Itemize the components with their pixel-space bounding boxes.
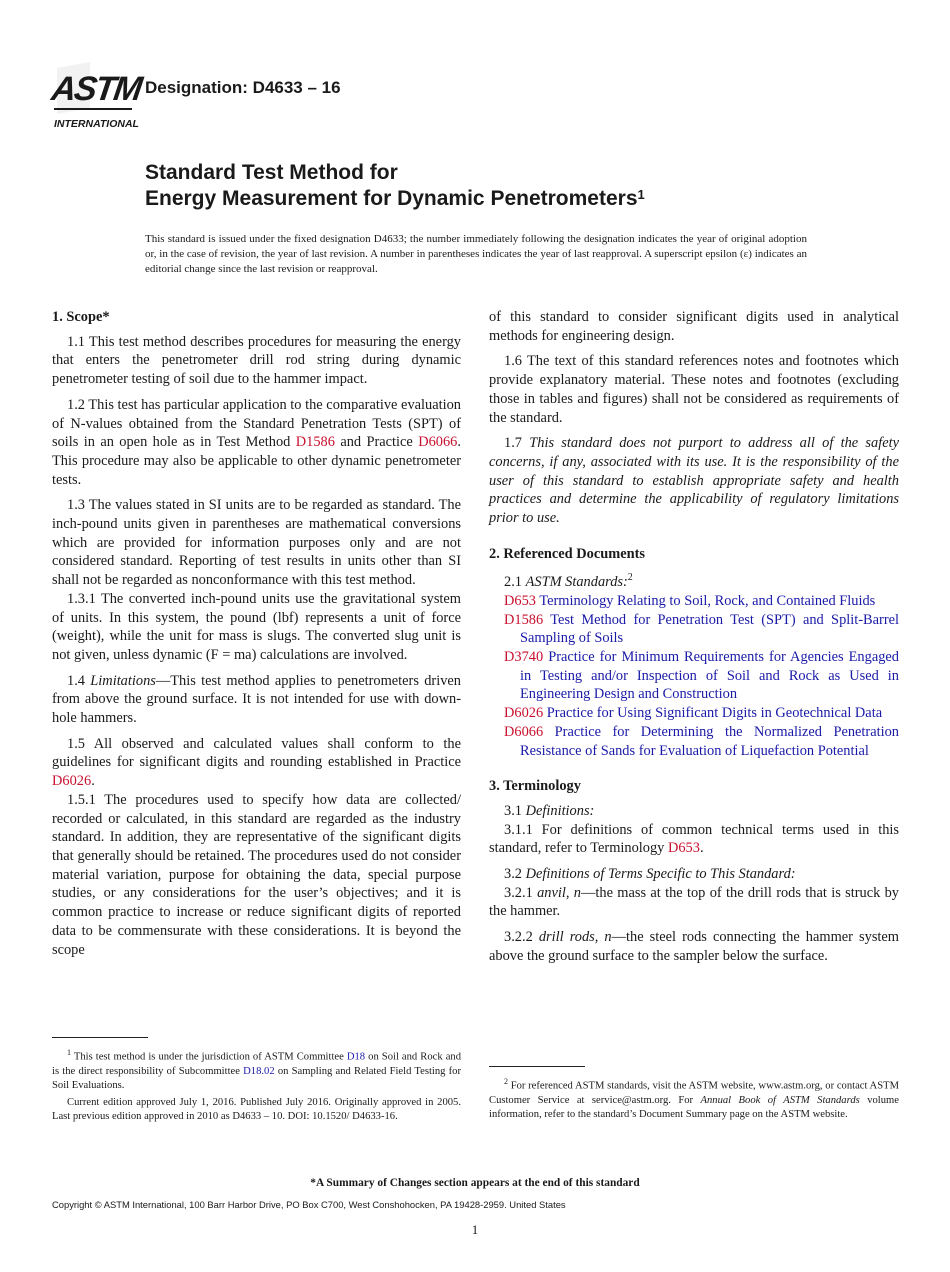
para-1-4-text: —This test method applies to penetrometers driven from above the ground surface. It is not intended for use with down-hole hammers.: [52, 672, 461, 727]
right-column: [489, 308, 899, 973]
ref-title[interactable]: Test Method for Penetration Test (SPT) and Split-Barrel Sampling of Soils: [520, 611, 900, 647]
para-1-4: [52, 672, 461, 728]
para-1-6: 1.6 The text of this standard references notes and footnotes which provide explanatory material. These notes and footnotes (excluding those in tables and figures) shall not be considered as requirements of the standard.: [489, 353, 899, 426]
ref-title[interactable]: Practice for Minimum Requirements for Agencies Engaged in Testing and/or Inspection of Soil and Rock as Used in Engineering Design and Construction: [520, 649, 899, 703]
ref-item[interactable]: [489, 723, 899, 760]
para-1-5-1: 1.5.1 The procedures used to specify how data are collected/ recorded or calculated, in this standard are regarded as the industry standard. In addition, they are representative of the significant digits that generally should be retained. The procedures used do not consider material variation, purpose for obtaining the data, special purpose studies, or any considerations for the user’s objectives; and it is common practice to increase or reduce significant digits of reported data to be commensurate with these considerations. It is beyond the scope: [52, 791, 461, 958]
title-footnote-mark: 1: [637, 187, 645, 202]
ref-item[interactable]: [489, 704, 899, 723]
para-1-5-1-cont: of this standard to consider significant digits used in analytical methods for engineering design.: [489, 309, 899, 344]
para-3-2-2-term: drill rods, n: [538, 929, 612, 946]
para-3-1-1-end: .: [699, 840, 704, 857]
ref-code[interactable]: D6026: [504, 705, 544, 722]
para-3-1-1: [489, 821, 899, 858]
para-1-7-text: This standard does not purport to address all of the safety concerns, if any, associated with its use. It is the responsibility of the user of this standard to establish appropriate safety and health practices and determine the applicability of regulatory limitations prior to use.: [489, 435, 899, 527]
footnote-2-mark: 2: [504, 1077, 508, 1086]
copyright: Copyright © ASTM International, 100 Barr Harbor Drive, PO Box C700, West Conshohocken, PA 19428-2959. United States: [52, 1199, 566, 1210]
section-heading-referenced: 2. Referenced Documents: [489, 545, 645, 562]
footnote-1-edition: Current edition approved July 1, 2016. Published July 2016. Originally approved in 2005. Last previous edition approved in 2010 as D4633 – 10. DOI: 10.1520/ D4633-16.: [52, 1096, 461, 1122]
footnote-2: [489, 1075, 899, 1125]
para-3-2-1-term: anvil, n: [537, 884, 581, 901]
para-1-2-text: 1.2 This test has particular application to the comparative evaluation of N-values obtained from the Standard Penetration Tests (SPT) of soils in an open hole as in Test Method: [52, 396, 461, 451]
para-3-1-1-text: 3.1.1 For definitions of common technical terms used in this standard, refer to Terminology: [489, 821, 899, 857]
para-1-5-end: .: [91, 773, 95, 790]
referenced-documents-list: [489, 592, 899, 760]
para-2-1: [489, 569, 899, 592]
para-3-1-num: 3.1: [504, 802, 526, 819]
link-d6026[interactable]: D6026: [52, 773, 92, 790]
footnote-1-part-a: This test method is under the jurisdiction of ASTM Committee: [71, 1051, 347, 1063]
left-column: [52, 308, 461, 959]
para-3-1-term: Definitions:: [525, 802, 595, 819]
para-2-1-footnote: 2: [627, 572, 633, 584]
para-1-4-num: 1.4: [67, 672, 91, 689]
para-1-2-text-c: . This procedure may also be applicable to other dynamic penetrometer tests.: [52, 434, 461, 488]
ref-title[interactable]: Practice for Using Significant Digits in Geotechnical Data: [546, 705, 883, 722]
astm-logo: [49, 60, 143, 132]
para-3-2: [489, 865, 899, 884]
footnote-1-part-c: on Sampling and Related Field Testing for Soil Evaluations.: [52, 1065, 461, 1091]
footnote-divider-left: [52, 1037, 148, 1038]
logo-letters: ASTM: [49, 70, 143, 108]
ref-code[interactable]: D3740: [504, 649, 544, 666]
link-d18[interactable]: D18: [346, 1051, 366, 1063]
section-heading-terminology: 3. Terminology: [489, 778, 581, 795]
para-1-5: [52, 735, 461, 791]
footnote-2-part-a: For referenced ASTM standards, visit the ASTM website, www.astm.org, or contact ASTM Customer Service at service@astm.org. For: [489, 1080, 899, 1106]
link-d18-02[interactable]: D18.02: [243, 1065, 275, 1077]
para-3-2-2-text: —the steel rods connecting the hammer system above the ground surface to the sampler below the surface.: [489, 929, 899, 964]
ref-item[interactable]: [489, 611, 899, 648]
para-3-2-2: [489, 928, 899, 965]
link-d653[interactable]: D653: [667, 840, 700, 857]
astm-logo-mark: [49, 60, 143, 132]
para-3-1: [489, 802, 899, 821]
footnote-2-text: [489, 1075, 899, 1122]
title-line-2: [145, 186, 645, 212]
para-3-2-num: 3.2: [504, 866, 526, 883]
para-1-4-term: Limitations: [90, 672, 156, 689]
footnote-1: [52, 1046, 461, 1127]
preamble: This standard is issued under the fixed designation D4633; the number immediately following the designation indicates the year of original adoption or, in the case of revision, the year of last revision. A number in parentheses indicates the year of last reapproval. A superscript epsilon (ε) indicates an editorial change since the last revision or reapproval.: [145, 233, 807, 275]
document-title: [145, 160, 645, 212]
designation: Designation: D4633 – 16: [145, 78, 341, 97]
summary-of-changes-note: *A Summary of Changes section appears at the end of this standard: [310, 1177, 640, 1189]
footnote-2-book-title: Annual Book of ASTM Standards: [700, 1094, 860, 1106]
ref-code[interactable]: D1586: [504, 611, 544, 628]
para-1-2: [52, 396, 461, 490]
title-line-1: Standard Test Method for: [145, 161, 398, 184]
ref-code[interactable]: D653: [504, 592, 536, 609]
ref-code[interactable]: D6066: [504, 723, 544, 740]
para-1-1: 1.1 This test method describes procedures for measuring the energy that enters the penetrometer drill rod string during dynamic penetrometer testing of soil due to the hammer impact.: [52, 333, 461, 388]
para-1-3: 1.3 The values stated in SI units are to be regarded as standard. The inch-pound units given in parentheses are mathematical conversions which are provided for information purposes only and are not considered standard. Reporting of test results in units other than SI shall not be regarded as nonconformance with this test method.: [52, 497, 461, 589]
para-3-2-1-text: —the mass at the top of the drill rods that is struck by the hammer.: [489, 884, 899, 920]
para-2-1-num: 2.1: [504, 574, 526, 591]
para-1-2-text-b: and Practice: [334, 434, 419, 451]
para-1-3-1: 1.3.1 The converted inch-pound units use the gravitational system of units. In this system, the pound (lbf) represents a unit of force (weight), while the unit for mass is slugs. The converted slug unit is not given, unless dynamic (F = ma) calculations are involved.: [52, 590, 461, 663]
title-text: Energy Measurement for Dynamic Penetrometers: [145, 187, 638, 210]
page-number: 1: [471, 1222, 479, 1237]
para-1-7: [489, 434, 899, 528]
para-3-2-term: Definitions of Terms Specific to This Standard:: [525, 866, 796, 883]
footnote-2-part-b: volume information, refer to the standard’s Document Summary page on the ASTM website.: [489, 1094, 899, 1120]
ref-title[interactable]: Terminology Relating to Soil, Rock, and Contained Fluids: [539, 592, 876, 609]
link-d6066[interactable]: D6066: [418, 434, 458, 451]
footnote-1-part-b: on Soil and Rock and is the direct responsibility of Subcommittee: [52, 1051, 461, 1077]
section-heading-scope: 1. Scope*: [52, 309, 110, 325]
ref-title[interactable]: Practice for Determining the Normalized Penetration Resistance of Sands for Evaluation of Liquefaction Potential: [520, 723, 899, 759]
para-3-2-2-num: 3.2.2: [504, 929, 539, 946]
para-1-5-text: 1.5 All observed and calculated values shall conform to the guidelines for significant digits and rounding established in Practice: [52, 735, 461, 771]
para-3-2-1-num: 3.2.1: [504, 884, 538, 901]
para-2-1-term: ASTM Standards:: [525, 574, 628, 591]
para-1-7-num: 1.7: [504, 435, 530, 452]
link-d1586[interactable]: D1586: [295, 434, 335, 451]
para-3-2-1: [489, 884, 899, 921]
ref-item[interactable]: [489, 648, 899, 704]
logo-subtext: INTERNATIONAL: [54, 118, 139, 130]
ref-item[interactable]: [489, 592, 899, 611]
footnote-1-mark: 1: [67, 1048, 71, 1057]
footnote-divider-right: [489, 1066, 585, 1067]
footnote-1-text: [52, 1046, 461, 1093]
